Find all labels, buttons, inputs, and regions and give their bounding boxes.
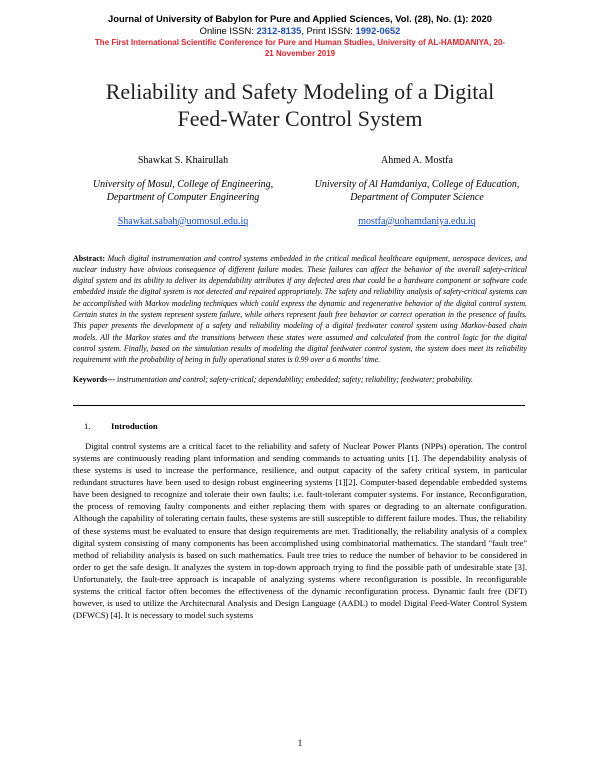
print-issn-value: 1992-0652 [355, 25, 401, 36]
conference-line-1: The First International Scientific Conference for Pure and Human Studies, University of AL-HAMDANIYA, 20- [94, 38, 506, 47]
title-line-2: Feed-Water Control System [177, 106, 423, 131]
affiliation-line-2: Department of Computer Engineering [106, 191, 260, 203]
section-title: Introduction [111, 420, 158, 431]
print-issn-label: , Print ISSN: [301, 25, 353, 36]
author-1 [73, 154, 293, 228]
author-affiliation [307, 179, 527, 205]
section-number: 1. [84, 420, 91, 431]
page-number: 1 [297, 739, 303, 749]
paper-title [73, 78, 527, 132]
introduction-paragraph [73, 440, 527, 621]
author-name: Shawkat S. Khairullah [137, 155, 229, 166]
introduction-text: Digital control systems are a critical facet to the reliability and safety of Nuclear Power Plants (NPPs) operation. The control systems are continuously reading plant information and sending commands to actuating units [1]. The dependability analysis of these systems is used to increase the performance, resilience, and output capacity of the safety critical system, in particular redundant structures have been used to design robust engineering systems [1][2]. Computer-based dependable embedded systems have been designed to recognize and tolerate their own faults; i.e. fault-tolerant computer systems. For instance, Reconfiguration, the process of removing faulty components and either replacing them with spares or degrading to an alternate configuration. Although the capability of tolerating certain faults, these systems are still susceptible to different failure modes. Thus, the reliability of these systems must be evaluated to ensure that design requirements are met. Traditionally, the reliability analysis of a complex digital system consisting of many components has been accomplished using combinatorial mathematics. The standard "fault tree" method of reliability analysis is based on such mathematics. Fault tree tries to reduce the number of behavior to be considered in order to get the safe design. It analyzes the system in top-down approach trying to find the possible path of undesirable state [3]. Unfortunately, the fault-tree approach is incapable of analyzing systems where reconfiguration is possible. In reconfigurable systems the critical factor often becomes the effectiveness of the dynamic reconfiguration process. Dynamic fault free (DFT) however, is used to utilize the Architectural Analysis and Design Language (AADL) to model Digital Feed-Water Control System (DFWCS) [4]. It is necessary to model such systems [73, 440, 527, 621]
abstract [73, 253, 527, 366]
affiliation-line-1: University of Al Hamdaniya, College of Education, [314, 179, 520, 190]
section-heading-introduction [73, 420, 527, 432]
conference-line-2: 21 November 2019 [264, 48, 336, 58]
affiliation-line-1: University of Mosul, College of Engineering, [92, 179, 274, 190]
online-issn-label: Online ISSN: [199, 25, 254, 36]
journal-citation: Journal of University of Babylon for Pure and Applied Sciences, Vol. (28), No. (1): 2020 [108, 13, 492, 24]
author-name: Ahmed A. Mostfa [381, 155, 453, 166]
author-affiliation [73, 179, 293, 205]
conference-note [73, 38, 527, 59]
author-email-link[interactable]: Shawkat.sabah@uomosul.edu.iq [117, 215, 249, 227]
keywords-text: instrumentation and control; safety-critical; dependability; embedded; safety; reliability; feedwater; probability. [115, 374, 473, 384]
issn-line [73, 25, 527, 37]
author-email-link[interactable]: mostfa@uohamdaniya.edu.iq [358, 215, 476, 227]
keywords [73, 374, 527, 385]
online-issn-value: 2312-8135 [256, 25, 302, 36]
section-divider [73, 405, 525, 406]
title-line-1: Reliability and Safety Modeling of a Digital [105, 79, 495, 104]
author-block [73, 154, 527, 228]
keywords-label: Keywords--- [73, 374, 116, 384]
abstract-label: Abstract: [73, 253, 105, 263]
affiliation-line-2: Department of Computer Science [350, 191, 484, 203]
abstract-text: Much digital instrumentation and control systems embedded in the critical medical healthcare equipment, aerospace devices, and nuclear industry have obvious consequence of different failure modes. These failures can affect the behavior of the overall safety-critical digital system and its ability to deliver its dependability attributes if any defected area that could be a hardware component or software code embedded inside the digital system is not detected and repaired appropriately. The safety and reliability analysis of safety-critical systems can be accomplished with Markov modeling techniques which could express the dynamic and regenerative behavior of the digital control system. Certain states in the system represent system failure, while others represent fault free behavior or correct operation in the presence of faults. This paper presents the development of a safety and reliability modeling of a digital feedwater control system using Markov-based chain models. All the Markov states and the transitions between these states were assumed and calculated from the control logic for the digital control system. Finally, based on the simulation results of modeling the digital feedwater control system, the system does meet its reliability requirement with the probability of being in fully operational states is 0.99 over a 6 months' time. [73, 253, 527, 365]
author-2 [307, 154, 527, 228]
